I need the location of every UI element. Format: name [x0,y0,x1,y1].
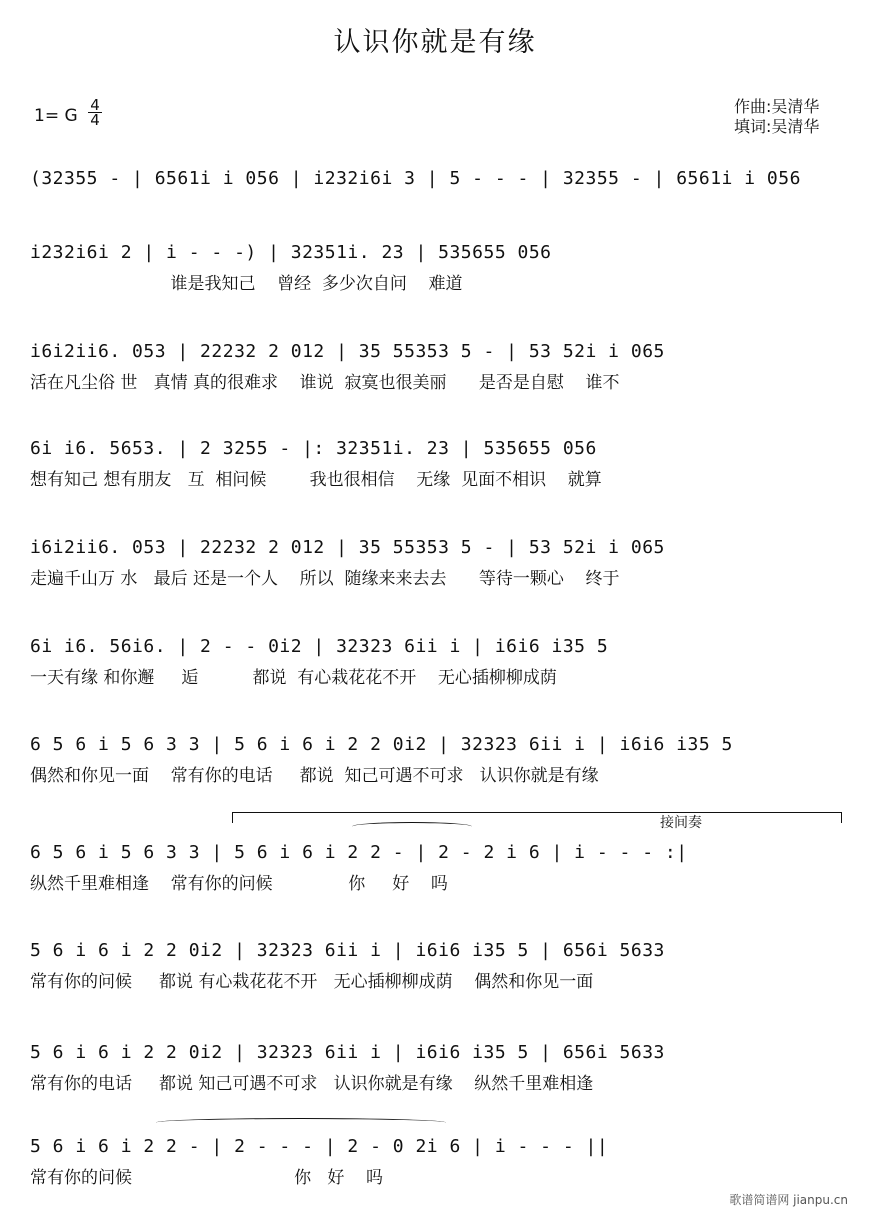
notation-line: 5 6 i 6 i 2 2 0i2 | 32323 6ii i | i6i6 i35 5 | 656i 5633 [30,940,665,961]
lyric-line: 谁是我知己 曾经 多少次自问 难道 [30,274,463,294]
time-signature-top: 4 [88,98,102,113]
lyric-line: 偶然和你见一面 常有你的电话 都说 知己可遇不可求 认识你就是有缘 [30,766,599,786]
lyric-line: 想有知己 想有朋友 互 相问候 我也很相信 无缘 见面不相识 就算 [30,470,602,490]
composer-credit: 作曲:吴清华 [734,97,820,116]
notation-line: 5 6 i 6 i 2 2 0i2 | 32323 6ii i | i6i6 i35 5 | 656i 5633 [30,1042,665,1063]
time-signature-bottom: 4 [90,111,100,129]
notation-line: i6i2ii6. 053 | 22232 2 012 | 35 55353 5 - | 53 52i i 065 [30,537,665,558]
lyric-line: 常有你的电话 都说 知己可遇不可求 认识你就是有缘 纵然千里难相逢 [30,1074,594,1094]
lyric-line: 走遍千山万 水 最后 还是一个人 所以 随缘来来去去 等待一颗心 终于 [30,569,620,589]
slur-arc [352,822,472,831]
lyric-line: 一天有缘 和你邂 逅 都说 有心栽花花不开 无心插柳柳成荫 [30,668,557,688]
watermark: 歌谱简谱网 jianpu.cn [729,1193,848,1207]
notation-line: i232i6i 2 | i - - -) | 32351i. 23 | 535655 056 [30,242,552,263]
notation-line: i6i2ii6. 053 | 22232 2 012 | 35 55353 5 - | 53 52i i 065 [30,341,665,362]
notation-line: (32355 - | 6561i i 056 | i232i6i 3 | 5 - - - | 32355 - | 6561i i 056 [30,168,801,189]
lyric-line: 常有你的问候 你 好 吗 [30,1168,383,1188]
lyricist-credit: 填词:吴清华 [734,117,820,136]
notation-line: 6i i6. 56i6. | 2 - - 0i2 | 32323 6ii i | i6i6 i35 5 [30,636,609,657]
notation-line: 6 5 6 i 5 6 3 3 | 5 6 i 6 i 2 2 - | 2 - 2 i 6 | i - - - :| [30,842,688,863]
notation-line: 5 6 i 6 i 2 2 - | 2 - - - | 2 - 0 2i 6 | i - - - || [30,1136,609,1157]
volta-bracket [232,812,842,823]
lyric-line [30,198,850,222]
notation-line: 6 5 6 i 5 6 3 3 | 5 6 i 6 i 2 2 0i2 | 32323 6ii i | i6i6 i35 5 [30,734,733,755]
key-signature: 1= G [34,106,78,126]
song-title: 认识你就是有缘 [333,27,537,58]
notation-line: 6i i6. 5653. | 2 3255 - |: 32351i. 23 | 535655 056 [30,438,597,459]
lyric-line: 纵然千里难相逢 常有你的问候 你 好 吗 [30,874,448,894]
lyric-line: 活在凡尘俗 世 真情 真的很难求 谁说 寂寞也很美丽 是否是自慰 谁不 [30,373,620,393]
interlude-label: 接间奏 [660,815,702,831]
time-signature [88,98,102,127]
slur-arc [156,1118,446,1127]
lyric-line: 常有你的问候 都说 有心栽花花不开 无心插柳柳成荫 偶然和你见一面 [30,972,594,992]
